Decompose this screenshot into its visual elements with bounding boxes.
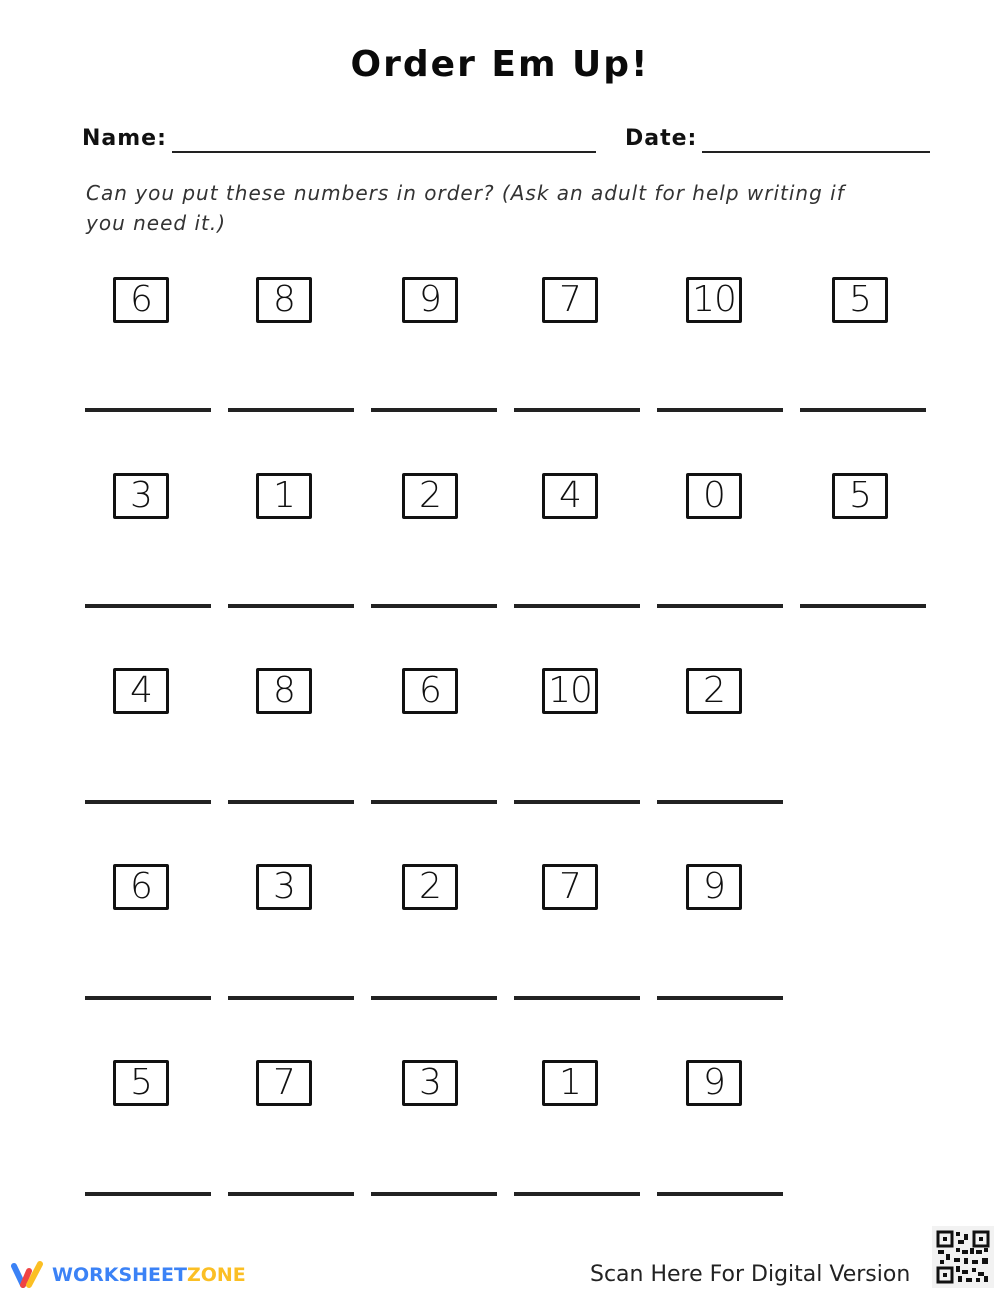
answer-line[interactable] bbox=[85, 604, 211, 608]
number-box: 3 bbox=[402, 1060, 458, 1106]
answer-line[interactable] bbox=[514, 996, 640, 1000]
name-field-line[interactable] bbox=[172, 151, 596, 153]
number-box: 8 bbox=[256, 277, 312, 323]
instructions-text: Can you put these numbers in order? (Ask an adult for help writing if you need it.) bbox=[86, 181, 845, 235]
number-box: 1 bbox=[542, 1060, 598, 1106]
answer-line[interactable] bbox=[514, 1192, 640, 1196]
number-box: 6 bbox=[113, 864, 169, 910]
number-box: 7 bbox=[542, 277, 598, 323]
answer-line[interactable] bbox=[228, 800, 354, 804]
number-box: 6 bbox=[113, 277, 169, 323]
date-label: Date: bbox=[625, 126, 698, 151]
number-box: 3 bbox=[113, 473, 169, 519]
answer-line[interactable] bbox=[228, 408, 354, 412]
answer-line[interactable] bbox=[371, 604, 497, 608]
number-box: 2 bbox=[402, 864, 458, 910]
number-box: 9 bbox=[686, 1060, 742, 1106]
worksheetzone-w-icon bbox=[10, 1260, 46, 1290]
brand-name-zone: ZONE bbox=[186, 1264, 246, 1286]
number-box: 9 bbox=[686, 864, 742, 910]
answer-line[interactable] bbox=[514, 408, 640, 412]
number-box: 7 bbox=[256, 1060, 312, 1106]
number-box: 8 bbox=[256, 668, 312, 714]
worksheetzone-logo bbox=[10, 1260, 246, 1290]
page-title: Order Em Up! bbox=[350, 44, 650, 85]
number-box: 10 bbox=[686, 277, 742, 323]
answer-line[interactable] bbox=[228, 1192, 354, 1196]
number-box: 10 bbox=[542, 668, 598, 714]
number-box: 0 bbox=[686, 473, 742, 519]
number-box: 3 bbox=[256, 864, 312, 910]
number-box: 9 bbox=[402, 277, 458, 323]
qr-code-icon[interactable] bbox=[932, 1226, 994, 1288]
number-box: 5 bbox=[832, 473, 888, 519]
number-box: 1 bbox=[256, 473, 312, 519]
answer-line[interactable] bbox=[657, 604, 783, 608]
number-box: 6 bbox=[402, 668, 458, 714]
answer-line[interactable] bbox=[657, 408, 783, 412]
answer-line[interactable] bbox=[371, 800, 497, 804]
date-field-line[interactable] bbox=[702, 151, 930, 153]
number-box: 2 bbox=[686, 668, 742, 714]
answer-line[interactable] bbox=[228, 996, 354, 1000]
number-box: 2 bbox=[402, 473, 458, 519]
scan-instruction: Scan Here For Digital Version bbox=[590, 1262, 911, 1287]
answer-line[interactable] bbox=[514, 604, 640, 608]
answer-line[interactable] bbox=[657, 1192, 783, 1196]
brand-name-worksheet: WORKSHEET bbox=[52, 1264, 187, 1286]
number-box: 7 bbox=[542, 864, 598, 910]
answer-line[interactable] bbox=[85, 800, 211, 804]
answer-line[interactable] bbox=[85, 996, 211, 1000]
answer-line[interactable] bbox=[371, 1192, 497, 1196]
answer-line[interactable] bbox=[85, 1192, 211, 1196]
name-label: Name: bbox=[82, 126, 167, 151]
answer-line[interactable] bbox=[371, 996, 497, 1000]
number-box: 4 bbox=[542, 473, 598, 519]
answer-line[interactable] bbox=[371, 408, 497, 412]
number-box: 5 bbox=[113, 1060, 169, 1106]
answer-line[interactable] bbox=[800, 604, 926, 608]
answer-line[interactable] bbox=[657, 800, 783, 804]
answer-line[interactable] bbox=[514, 800, 640, 804]
answer-line[interactable] bbox=[85, 408, 211, 412]
answer-line[interactable] bbox=[657, 996, 783, 1000]
number-box: 5 bbox=[832, 277, 888, 323]
number-box: 4 bbox=[113, 668, 169, 714]
answer-line[interactable] bbox=[800, 408, 926, 412]
answer-line[interactable] bbox=[228, 604, 354, 608]
